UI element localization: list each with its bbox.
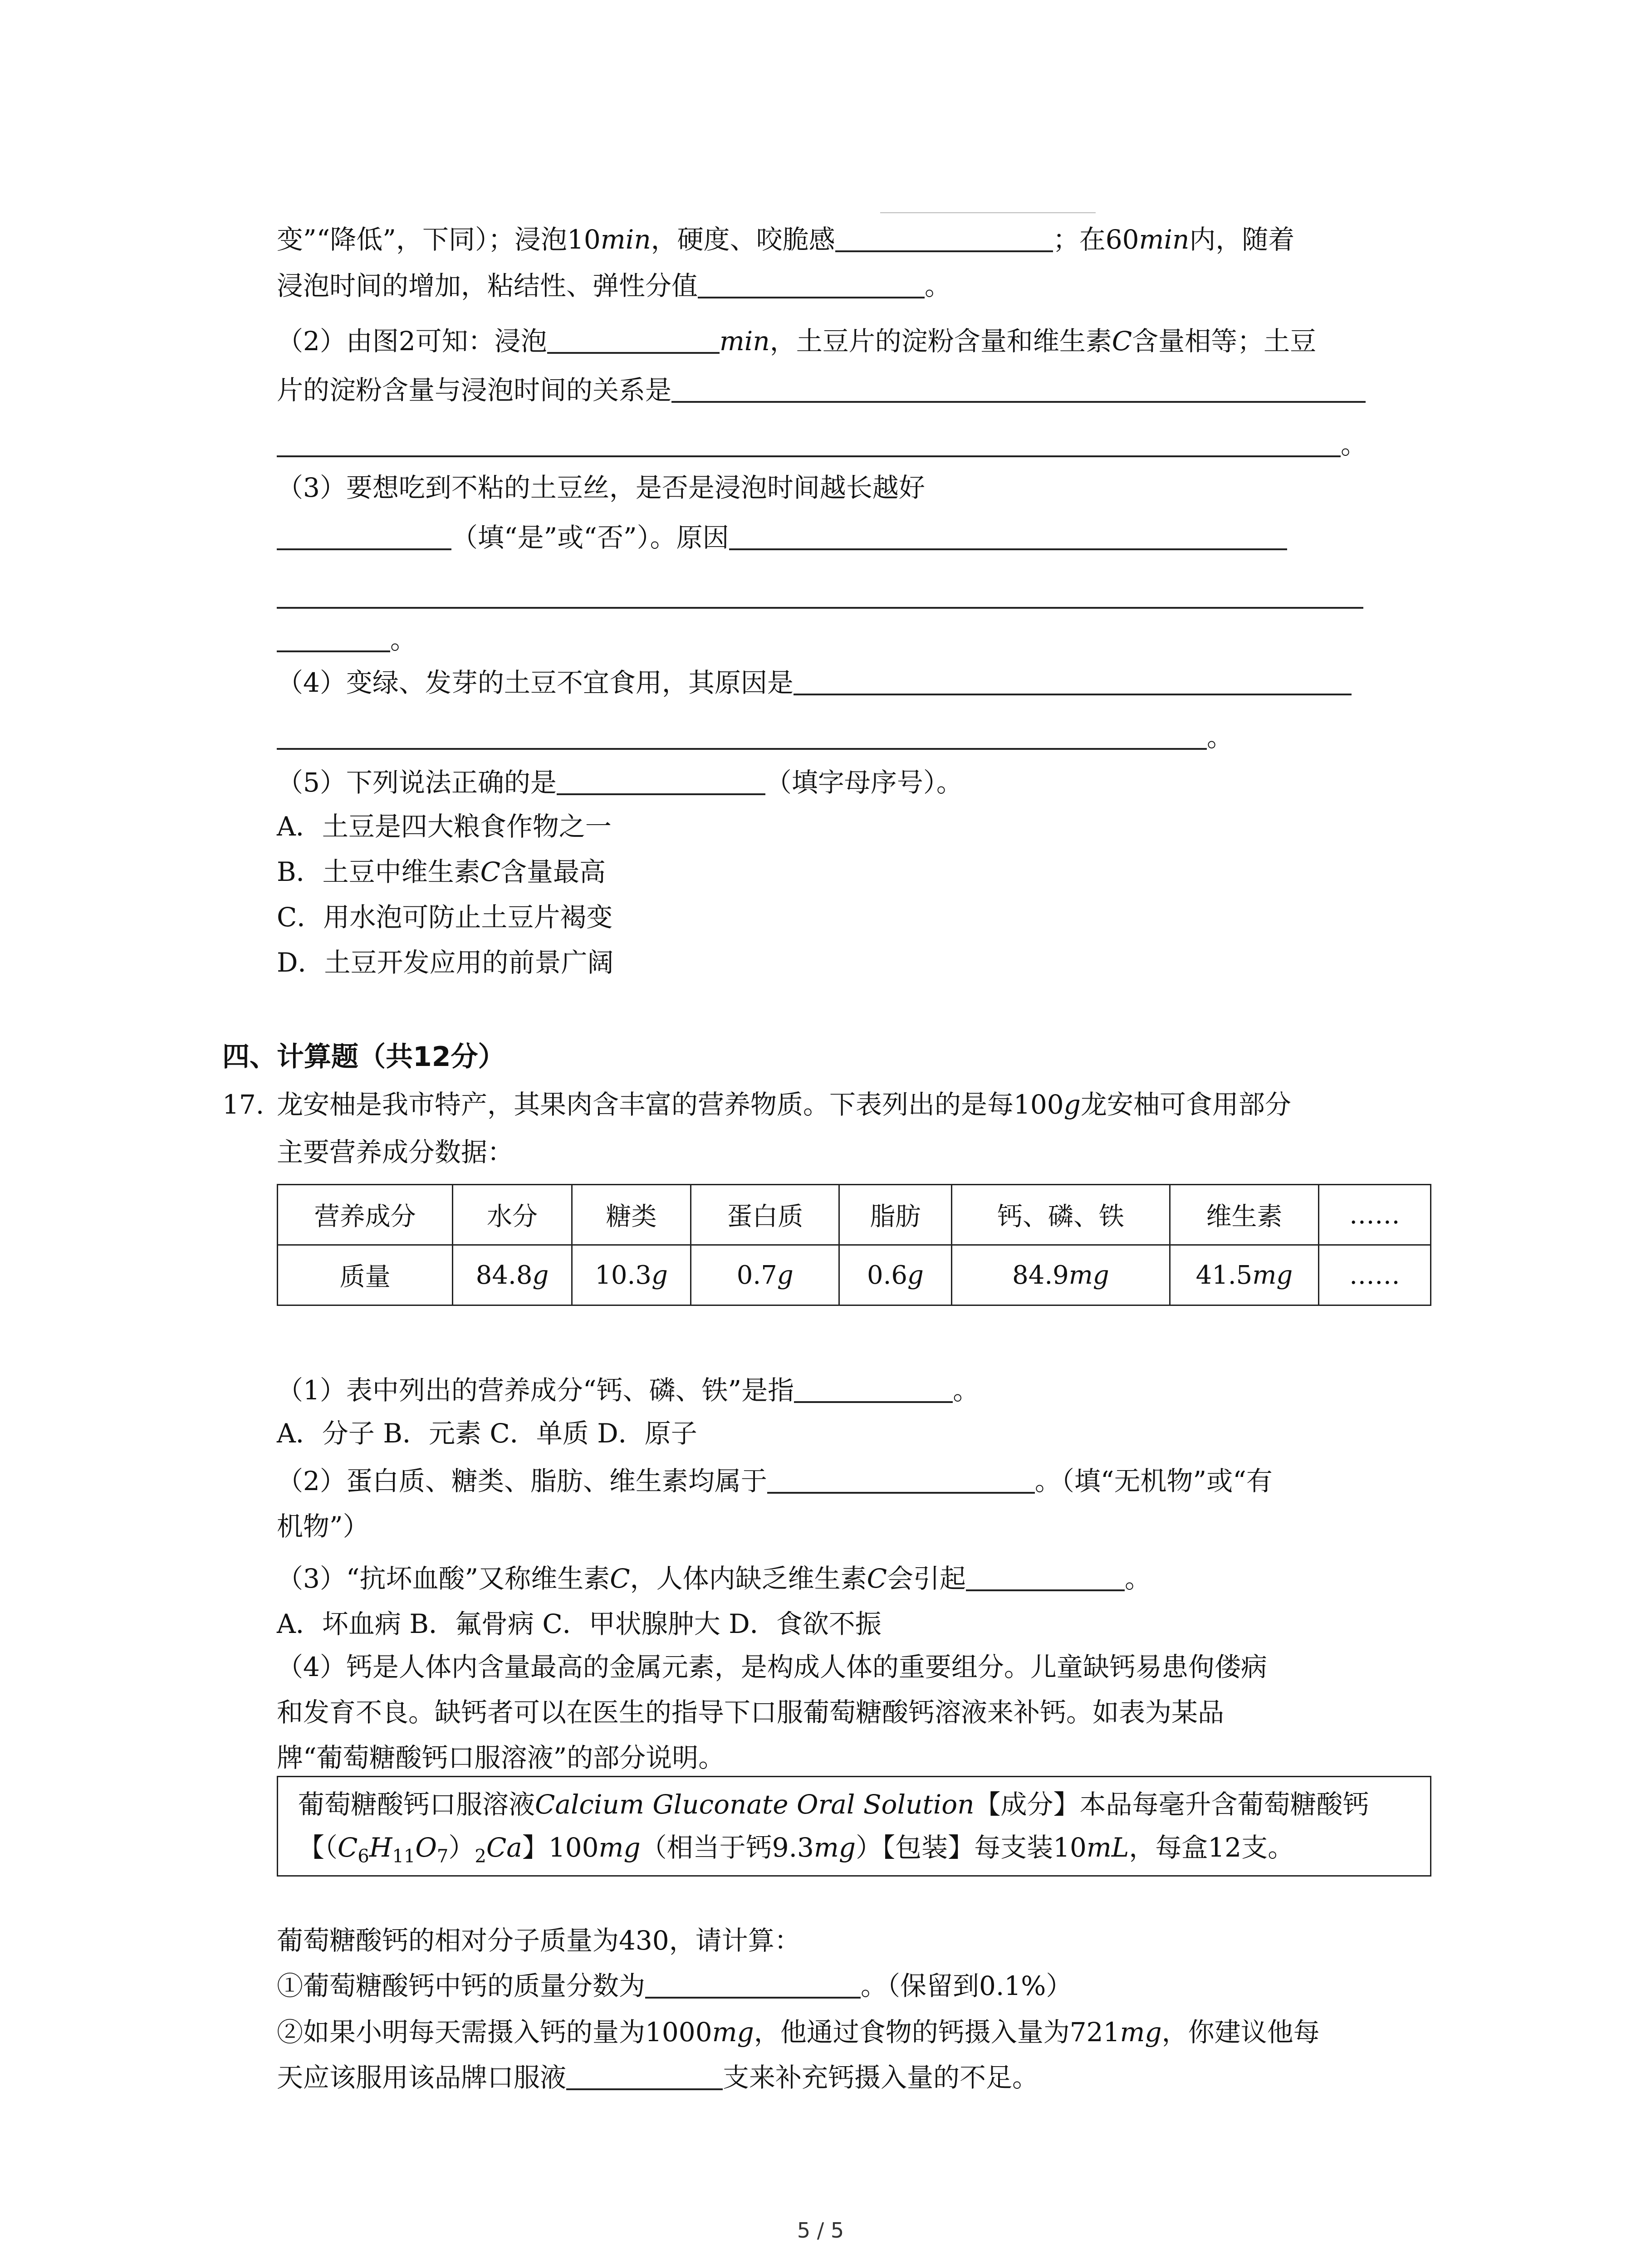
- text: 片的淀粉含量与浸泡时间的关系是: [277, 375, 672, 406]
- text: ，人体内缺乏维生素: [630, 1563, 867, 1594]
- text: 。（保留到0.1%）: [861, 1970, 1073, 2001]
- answer-blank[interactable]: [645, 1971, 861, 1999]
- text: 。: [1207, 722, 1234, 753]
- text: 。: [925, 270, 951, 301]
- value: 0.6: [867, 1260, 908, 1290]
- option-d: [277, 944, 614, 981]
- unit: C: [867, 1563, 887, 1594]
- text: ①葡萄糖酸钙中钙的质量分数为: [277, 1970, 646, 2001]
- text: （2）蛋白质、糖类、脂肪、维生素均属于: [277, 1466, 767, 1496]
- text: ，每盒12支。: [1129, 1832, 1294, 1863]
- table-cell: [839, 1245, 951, 1305]
- table-header: 营养成分: [278, 1185, 453, 1245]
- table-cell: ……: [1318, 1245, 1430, 1305]
- text: ②如果小明每天需摄入钙的量为1000: [277, 2017, 712, 2048]
- q17-part-1-options: A．分子 B．元素 C．单质 D．原子: [277, 1418, 697, 1449]
- answer-blank[interactable]: [671, 376, 1366, 403]
- value: 41.5: [1195, 1260, 1253, 1290]
- table-header: 水分: [453, 1185, 572, 1245]
- q16-line-2: [277, 268, 951, 304]
- text: ，土豆片的淀粉含量和维生素: [769, 326, 1112, 357]
- nutrition-table: [277, 1184, 1431, 1306]
- q16-part-5: [277, 764, 963, 801]
- unit: g: [1063, 1089, 1081, 1120]
- text: ，他通过食物的钙摄入量为721: [754, 2017, 1120, 2048]
- text: C．用水泡可防止土豆片褐变: [277, 902, 613, 933]
- text: （5）下列说法正确的是: [277, 767, 557, 798]
- q17-part-4-line-1: （4）钙是人体内含量最高的金属元素，是构成人体的重要组分。儿童缺钙易患佝偻病: [277, 1652, 1267, 1682]
- answer-blank[interactable]: [547, 327, 720, 354]
- unit: mg: [1120, 2017, 1162, 2048]
- q17-part-3-options: A．坏血病 B．氟骨病 C．甲状腺肿大 D．食欲不振: [277, 1608, 882, 1639]
- unit: C: [610, 1563, 630, 1594]
- product-label-box: [277, 1776, 1431, 1877]
- q17-part-2-line-1: [277, 1463, 1273, 1499]
- text: （4）变绿、发芽的土豆不宜食用，其原因是: [277, 667, 794, 698]
- text: 会引起: [887, 1563, 966, 1594]
- text: （2）由图2可知：浸泡: [277, 326, 547, 357]
- subscript: 11: [392, 1846, 416, 1867]
- text: （填“是”或“否”）。原因: [451, 522, 729, 553]
- q17-intro-line-1: [277, 1086, 1291, 1123]
- answer-line[interactable]: [277, 607, 1363, 609]
- formula: O: [415, 1832, 437, 1863]
- text: 含量最高: [500, 856, 606, 887]
- text: ；在60: [1053, 224, 1139, 255]
- subscript: 7: [436, 1846, 449, 1867]
- unit: min: [1139, 224, 1190, 255]
- text: ，你建议他每: [1161, 2017, 1320, 2048]
- answer-blank[interactable]: [277, 723, 1207, 750]
- answer-blank[interactable]: [767, 1466, 1035, 1494]
- answer-blank[interactable]: [698, 271, 925, 298]
- formula: Ca: [486, 1832, 522, 1863]
- answer-blank[interactable]: [794, 1376, 953, 1403]
- subscript: 6: [358, 1846, 369, 1867]
- text: 【成分】本品每毫升含葡萄糖酸钙: [974, 1789, 1369, 1820]
- table-cell: [1170, 1245, 1318, 1305]
- q16-part-2-line-3: [277, 426, 1367, 463]
- q17-part-4-line-3: 牌“葡萄糖酸钙口服溶液”的部分说明。: [277, 1742, 725, 1773]
- option-a: [277, 808, 612, 845]
- unit: mg: [598, 1832, 641, 1863]
- table-cell: [453, 1245, 572, 1305]
- english-name: Calcium Gluconate Oral Solution: [535, 1789, 975, 1820]
- answer-blank[interactable]: [566, 2063, 723, 2090]
- calc-intro: 葡萄糖酸钙的相对分子质量为430，请计算：: [277, 1925, 801, 1956]
- q16-part-2-line-1: [277, 323, 1316, 359]
- text: 内，随着: [1189, 224, 1295, 255]
- option-c: [277, 899, 612, 935]
- unit: g: [532, 1260, 549, 1290]
- text: 。（填“无机物”或“有: [1034, 1466, 1273, 1496]
- table-header: 维生素: [1170, 1185, 1318, 1245]
- option-b: [277, 854, 606, 890]
- unit: min: [600, 224, 651, 255]
- table-header: 糖类: [572, 1185, 691, 1245]
- unit: C: [1112, 326, 1132, 357]
- unit: min: [719, 326, 770, 357]
- q17-part-4-line-2: 和发育不良。缺钙者可以在医生的指导下口服葡萄糖酸钙溶液来补钙。如表为某品: [277, 1697, 1225, 1728]
- q17-part-1: [277, 1372, 979, 1408]
- value: 84.9: [1012, 1260, 1069, 1290]
- answer-blank[interactable]: [277, 625, 390, 652]
- text: 】100: [522, 1832, 599, 1863]
- answer-blank[interactable]: [277, 523, 451, 550]
- unit: mL: [1086, 1832, 1129, 1863]
- text: ，硬度、咬脆感: [651, 224, 835, 255]
- text: 。: [953, 1375, 980, 1406]
- unit: g: [651, 1260, 668, 1290]
- formula: C: [338, 1832, 358, 1863]
- value: 0.7: [736, 1260, 777, 1290]
- q16-part-3-line-1: [277, 469, 925, 506]
- subscript: 2: [475, 1846, 486, 1867]
- q17-part-3: [277, 1560, 1151, 1597]
- label-line-1: [298, 1786, 1369, 1823]
- text: 【（: [298, 1832, 338, 1863]
- label-line-2: [298, 1829, 1294, 1875]
- text: 。: [390, 624, 417, 655]
- table-header: 脂肪: [839, 1185, 951, 1245]
- unit: mg: [1252, 1260, 1293, 1290]
- table-header: 蛋白质: [691, 1185, 839, 1245]
- table-header: 钙、磷、铁: [951, 1185, 1170, 1245]
- text: A．土豆是四大粮食作物之一: [277, 811, 612, 842]
- q16-part-3-line-2: [277, 519, 1287, 556]
- unit: mg: [813, 1832, 856, 1863]
- text: 浸泡时间的增加，粘结性、弹性分值: [277, 270, 698, 301]
- answer-blank[interactable]: [794, 668, 1352, 695]
- value: 84.8: [475, 1260, 533, 1290]
- unit: C: [480, 856, 501, 887]
- calc-1: [277, 1968, 1072, 2004]
- text: 支来补充钙摄入量的不足。: [723, 2062, 1039, 2093]
- q16-line-1: [277, 221, 1294, 258]
- table-cell: [572, 1245, 691, 1305]
- q16-part-3-line-4: [277, 621, 416, 658]
- unit: mg: [712, 2017, 754, 2048]
- unit: g: [777, 1260, 794, 1290]
- text: 。: [1341, 429, 1367, 460]
- q16-part-2-line-2: [277, 372, 1366, 408]
- page-number: 5 / 5: [797, 2218, 844, 2243]
- calc-2-line-2: [277, 2059, 1038, 2096]
- table-header: ……: [1318, 1185, 1430, 1245]
- text: 葡萄糖酸钙口服溶液: [298, 1789, 535, 1820]
- answer-blank[interactable]: [966, 1564, 1125, 1591]
- header-rule: [880, 212, 1096, 213]
- text: 龙安柚可食用部分: [1080, 1089, 1291, 1120]
- calc-2-line-1: [277, 2014, 1320, 2050]
- answer-blank[interactable]: [557, 768, 765, 795]
- text: （3）要想吃到不粘的土豆丝，是否是浸泡时间越长越好: [277, 472, 925, 503]
- text: 。: [1125, 1563, 1151, 1594]
- text: ）: [448, 1832, 475, 1863]
- text: B．土豆中维生素: [277, 856, 480, 887]
- table-cell: 质量: [278, 1245, 453, 1305]
- table-row: [278, 1245, 1431, 1305]
- q17-number: 17.: [222, 1089, 265, 1120]
- table-header-row: [278, 1185, 1431, 1245]
- q17-part-2-line-2: 机物”）: [277, 1511, 369, 1542]
- value: 10.3: [595, 1260, 652, 1290]
- q17-intro-line-2: 主要营养成分数据：: [277, 1137, 514, 1168]
- text: 含量相等；土豆: [1132, 326, 1317, 357]
- text: ）【包装】每支装10: [856, 1832, 1087, 1863]
- section-heading: 四、计算题（共12分）: [222, 1041, 505, 1073]
- table-cell: [691, 1245, 839, 1305]
- text: 变”“降低”，下同）；浸泡10: [277, 224, 601, 255]
- text: （相当于钙9.3: [640, 1832, 814, 1863]
- text: D．土豆开发应用的前景广阔: [277, 947, 614, 978]
- text: （填字母序号）。: [765, 767, 963, 798]
- formula: H: [369, 1832, 392, 1863]
- text: （1）表中列出的营养成分“钙、磷、铁”是指: [277, 1375, 794, 1406]
- unit: g: [907, 1260, 924, 1290]
- answer-blank[interactable]: [729, 523, 1287, 550]
- text: （3）“抗坏血酸”又称维生素: [277, 1563, 610, 1594]
- text: 龙安柚是我市特产，其果肉含丰富的营养物质。下表列出的是每100: [277, 1089, 1064, 1120]
- q16-part-4-line-1: [277, 665, 1352, 701]
- unit: mg: [1068, 1260, 1109, 1290]
- answer-blank[interactable]: [277, 430, 1341, 457]
- answer-blank[interactable]: [835, 225, 1053, 252]
- q16-part-4-line-2: [277, 719, 1233, 755]
- text: 天应该服用该品牌口服液: [277, 2062, 567, 2093]
- table-cell: [951, 1245, 1170, 1305]
